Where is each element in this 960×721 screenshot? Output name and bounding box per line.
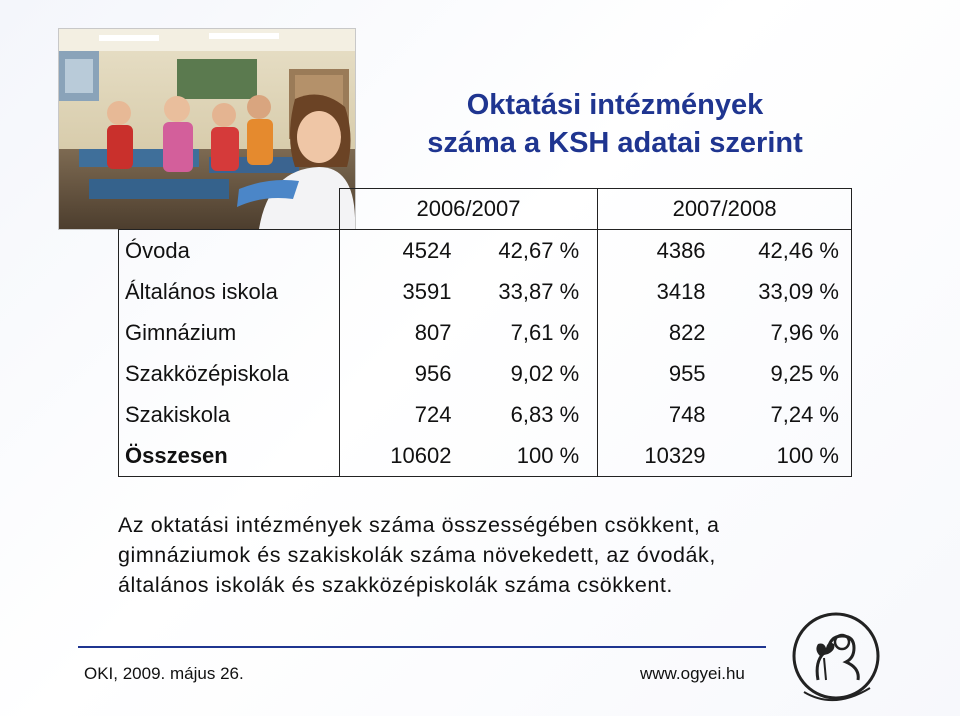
share-2007: 7,96 %: [720, 312, 852, 353]
summary-line-2: gimnáziumok és szakiskolák száma növekedett, az óvodák,: [118, 543, 716, 567]
share-2006: 7,61 %: [510, 319, 580, 345]
header-empty-cell: [119, 189, 340, 230]
title-line-1: Oktatási intézmények: [466, 89, 764, 121]
row-label: Szakközépiskola: [119, 353, 340, 394]
share-2006: 42,67 %: [498, 237, 580, 263]
table-total-row: [119, 435, 852, 477]
count-2007: 748: [598, 394, 720, 435]
share-2007: 42,46 %: [720, 230, 852, 272]
total-count-2007: 10329: [598, 435, 720, 477]
footer-rule: [78, 646, 766, 648]
total-share-2007: 100 %: [720, 435, 852, 477]
count-2006: 807: [339, 312, 461, 353]
share-2006: 33,87 %: [498, 278, 580, 304]
row-label: Szakiskola: [119, 394, 340, 435]
table-row: [119, 312, 852, 353]
row-label: Óvoda: [119, 230, 340, 272]
row-label: Gimnázium: [119, 312, 340, 353]
share-2006: 6,83 %: [510, 401, 580, 427]
title-line-2: száma a KSH adatai szerint: [427, 127, 803, 159]
row-label: Általános iskola: [119, 271, 340, 312]
count-2006: 4524: [339, 230, 461, 272]
count-2006: 724: [339, 394, 461, 435]
footer-date: OKI, 2009. május 26.: [84, 664, 244, 683]
institutions-table: [118, 188, 852, 477]
table-header-row: [119, 189, 852, 230]
slide-title: [380, 86, 850, 162]
table-row: [119, 353, 852, 394]
count-2006: 956: [339, 353, 461, 394]
ogyei-2003-logo: [784, 606, 894, 716]
summary-text: [118, 510, 858, 600]
count-2007: 822: [598, 312, 720, 353]
count-2007: 955: [598, 353, 720, 394]
header-period-1: 2006/2007: [339, 189, 597, 230]
total-share-2006: 100 %: [461, 435, 597, 477]
table-row: [119, 394, 852, 435]
summary-line-3: általános iskolák és szakközépiskolák száma csökkent.: [118, 573, 673, 597]
total-count-2006: 10602: [339, 435, 461, 477]
share-2007: 33,09 %: [720, 271, 852, 312]
count-2007: 4386: [598, 230, 720, 272]
header-period-2: 2007/2008: [598, 189, 852, 230]
share-2006: 9,02 %: [510, 360, 580, 386]
table-row: [119, 230, 852, 272]
total-label: Összesen: [119, 435, 340, 477]
count-2006: 3591: [339, 271, 461, 312]
summary-line-1: Az oktatási intézmények száma összességében csökkent, a: [118, 513, 720, 537]
share-2007: 7,24 %: [720, 394, 852, 435]
table-row: [119, 271, 852, 312]
footer-url: www.ogyei.hu: [640, 664, 745, 683]
count-2007: 3418: [598, 271, 720, 312]
share-2007: 9,25 %: [720, 353, 852, 394]
